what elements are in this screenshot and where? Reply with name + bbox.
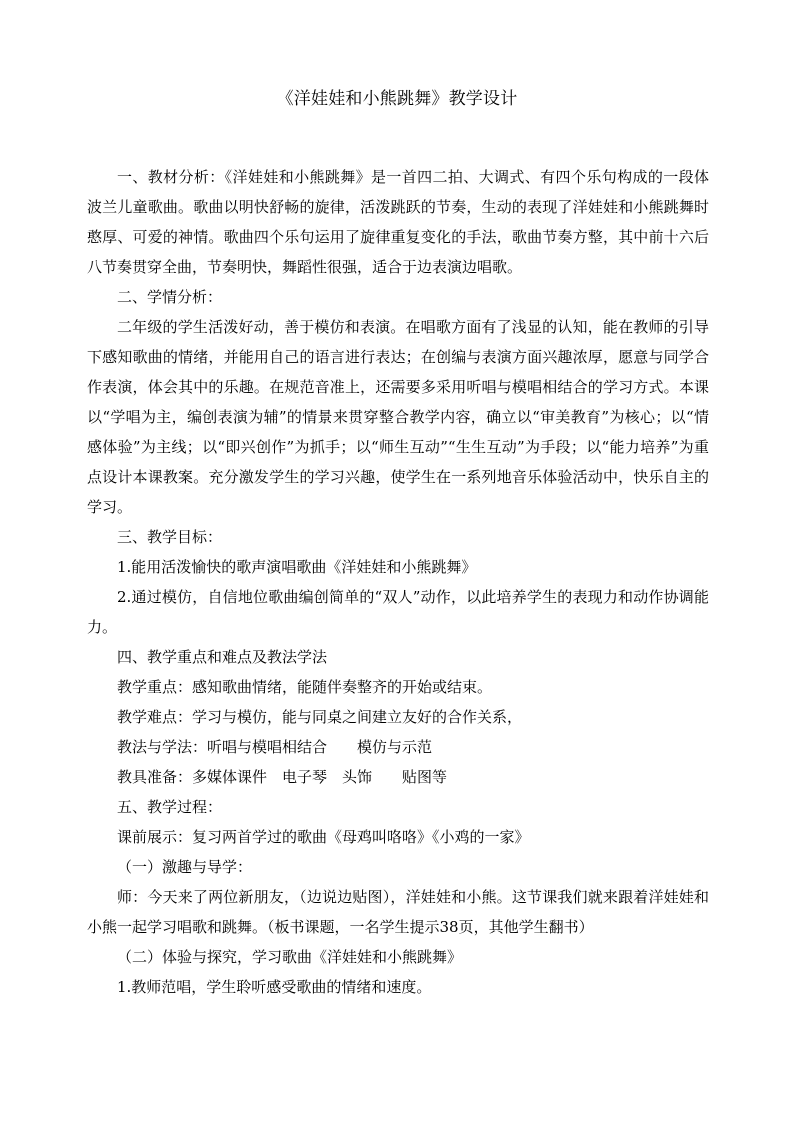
paragraph-textbook-analysis: 一、教材分析：《洋娃娃和小熊跳舞》是一首四二拍、大调式、有四个乐句构成的一段体波兰儿童歌曲。歌曲以明快舒畅的旋律，活泼跳跃的节奏，生动的表现了洋娃娃和小熊跳舞时憨厚、可爱的神情。歌曲四个乐句运用了旋律重复变化的手法，歌曲节奏方整，其中前十六后八节奏贯穿全曲，节奏明快，舞蹈性很强，适合于边表演边唱歌。	[87, 168, 709, 276]
key-point: 教学重点：感知歌曲情绪，能随伴奏整齐的开始或结束。	[117, 678, 493, 696]
difficult-point: 教学难点：学习与模仿，能与同桌之间建立友好的合作关系，	[117, 708, 523, 726]
section-2-heading: （二）体验与探究，学习歌曲《洋娃娃和小熊跳舞》	[117, 948, 463, 966]
goal-item-2: 2.通过模仿，自信地位歌曲编创简单的“双人”动作，以此培养学生的表现力和动作协调能力。	[87, 588, 709, 636]
teaching-aids: 教具准备：多媒体课件 电子琴 头饰 贴图等	[117, 768, 448, 786]
teacher-intro: 师：今天来了两位新朋友，（边说边贴图），洋娃娃和小熊。这节课我们就来跟着洋娃娃和小熊一起学习唱歌和跳舞。（板书课题，一名学生提示38页，其他学生翻书）	[87, 888, 709, 936]
heading-teaching-process: 五、教学过程：	[117, 798, 223, 816]
heading-key-points: 四、教学重点和难点及教法学法	[117, 648, 328, 666]
section-1-heading: （一）激趣与导学：	[117, 858, 253, 876]
pre-class-display: 课前展示：复习两首学过的歌曲《母鸡叫咯咯》《小鸡的一家》	[117, 828, 530, 846]
document-title: 《洋娃娃和小熊跳舞》教学设计	[276, 89, 518, 109]
paragraph-student-analysis: 二年级的学生活泼好动，善于模仿和表演。在唱歌方面有了浅显的认知，能在教师的引导下感知歌曲的情绪，并能用自己的语言进行表达；在创编与表演方面兴趣浓厚，愿意与同学合作表演，体会其中的乐趣。在规范音准上，还需要多采用听唱与模唱相结合的学习方式。本课以“学唱为主，编创表演为辅”的情景来贯穿整合教学内容，确立以“审美教育”为核心；以“情感体验”为主线；以“即兴创作”为抓手；以“师生互动”“生生互动”为手段；以“能力培养”为重点设计本课教案。充分激发学生的学习兴趣，使学生在一系列地音乐体验活动中，快乐自主的学习。	[87, 318, 709, 516]
goal-item-1: 1.能用活泼愉快的歌声演唱歌曲《洋娃娃和小熊跳舞》	[117, 558, 477, 576]
document-body	[87, 162, 709, 1002]
step-1: 1.教师范唱，学生聆听感受歌曲的情绪和速度。	[117, 978, 432, 996]
teaching-methods: 教法与学法：听唱与模唱相结合 模仿与示范	[117, 738, 433, 756]
heading-teaching-goals: 三、教学目标：	[117, 528, 223, 546]
heading-student-analysis: 二、学情分析：	[117, 288, 223, 306]
